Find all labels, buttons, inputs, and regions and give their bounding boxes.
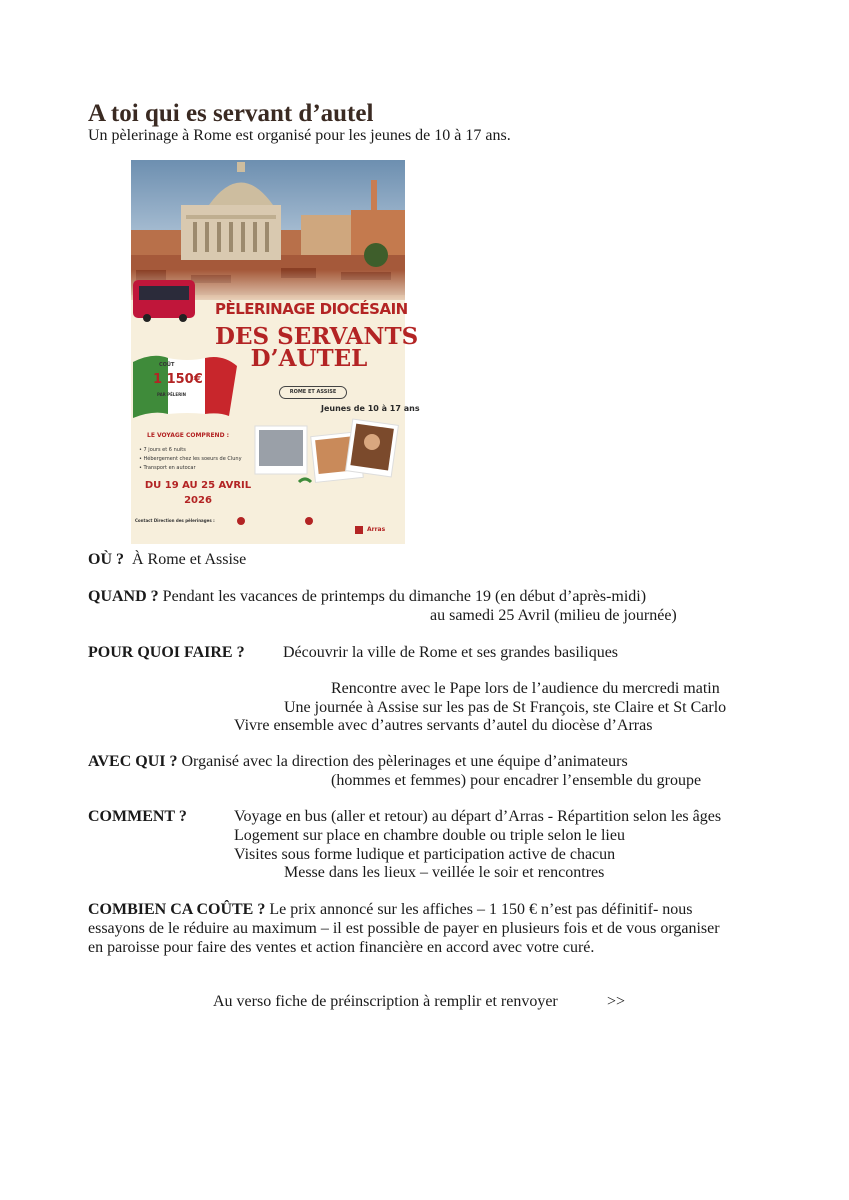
- diocese-logo: Arras: [367, 526, 386, 533]
- section-pourquoi-line2: Rencontre avec le Pape lors de l’audience du mercredi matin: [331, 680, 720, 697]
- poster-dates: DU 19 AU 25 AVRIL: [144, 480, 252, 491]
- page-subtitle: Un pèlerinage à Rome est organisé pour les jeunes de 10 à 17 ans.: [88, 127, 511, 144]
- section-quand: [88, 588, 646, 606]
- section-comment-line4: Messe dans les lieux – veillée le soir et rencontres: [284, 864, 605, 881]
- list-item: • Hébergement chez les soeurs de Cluny: [139, 456, 242, 462]
- section-text: Pendant les vacances de printemps du dimanche 19 (en début d’après-midi): [162, 588, 647, 605]
- poster-cost-sub: PAR PÈLERIN: [157, 392, 186, 397]
- list-item: • Transport en autocar: [139, 465, 196, 471]
- section-label: QUAND ?: [88, 588, 159, 605]
- page-title: A toi qui es servant d’autel: [88, 100, 374, 127]
- section-pourquoi-label: POUR QUOI FAIRE ?: [88, 644, 245, 661]
- section-quand-line2: au samedi 25 Avril (milieu de journée): [430, 607, 677, 624]
- poster-title-line2: DES SERVANTS: [215, 323, 419, 350]
- poster-cost: 1 150€: [153, 372, 203, 387]
- poster-destination-pill: ROME ET ASSISE: [279, 386, 347, 399]
- section-combien-line3: en paroisse pour faire des ventes et action financière en accord avec votre curé.: [88, 939, 595, 956]
- section-avecqui: [88, 753, 628, 771]
- poster-year: 2026: [184, 495, 212, 506]
- poster-cost-label: COÛT: [159, 362, 175, 368]
- poster-age: Jeunes de 10 à 17 ans: [321, 404, 420, 413]
- poster-trip-list: [139, 446, 242, 473]
- section-combien-line2: essayons de le réduire au maximum – il est possible de payer en plusieurs fois et de vous organiser: [88, 920, 720, 937]
- section-label: OÙ ?: [88, 551, 124, 568]
- section-pourquoi-line4: Vivre ensemble avec d’autres servants d’autel du diocèse d’Arras: [234, 717, 653, 734]
- footer-note: Au verso fiche de préinscription à remplir et renvoyer: [213, 993, 558, 1010]
- section-text: Le prix annoncé sur les affiches – 1 150 € n’est pas définitif- nous: [269, 901, 693, 918]
- section-label: AVEC QUI ?: [88, 753, 178, 770]
- section-comment-line1: Voyage en bus (aller et retour) au départ d’Arras - Répartition selon les âges: [234, 808, 722, 825]
- section-comment-line2: Logement sur place en chambre double ou triple selon le lieu: [234, 827, 625, 844]
- poster-trip-title: LE VOYAGE COMPREND :: [147, 432, 230, 439]
- poster-title-main: [215, 323, 419, 372]
- section-text: Organisé avec la direction des pèlerinages et une équipe d’animateurs: [181, 753, 628, 770]
- footer-arrow: >>: [607, 993, 626, 1010]
- section-combien: [88, 901, 693, 919]
- section-text: À Rome et Assise: [132, 551, 247, 568]
- section-pourquoi-line3: Une journée à Assise sur les pas de St François, ste Claire et St Carlo: [284, 699, 727, 716]
- section-label: COMBIEN CA COÛTE ?: [88, 901, 266, 918]
- section-comment-line3: Visites sous forme ludique et participation active de chacun: [234, 846, 616, 863]
- list-item: • 7 jours et 6 nuits: [139, 447, 186, 453]
- section-pourquoi-line1: Découvrir la ville de Rome et ses grandes basiliques: [283, 644, 619, 661]
- poster-title-line1: PÈLERINAGE DIOCÉSAIN: [215, 300, 408, 318]
- poster-image: [131, 160, 420, 544]
- poster-contact: Contact Direction des pèlerinages :: [135, 518, 215, 523]
- section-avecqui-line2: (hommes et femmes) pour encadrer l’ensemble du groupe: [331, 772, 702, 789]
- section-ou: [88, 551, 246, 569]
- poster-title-line3: D’AUTEL: [250, 345, 368, 372]
- section-comment-label: COMMENT ?: [88, 808, 187, 825]
